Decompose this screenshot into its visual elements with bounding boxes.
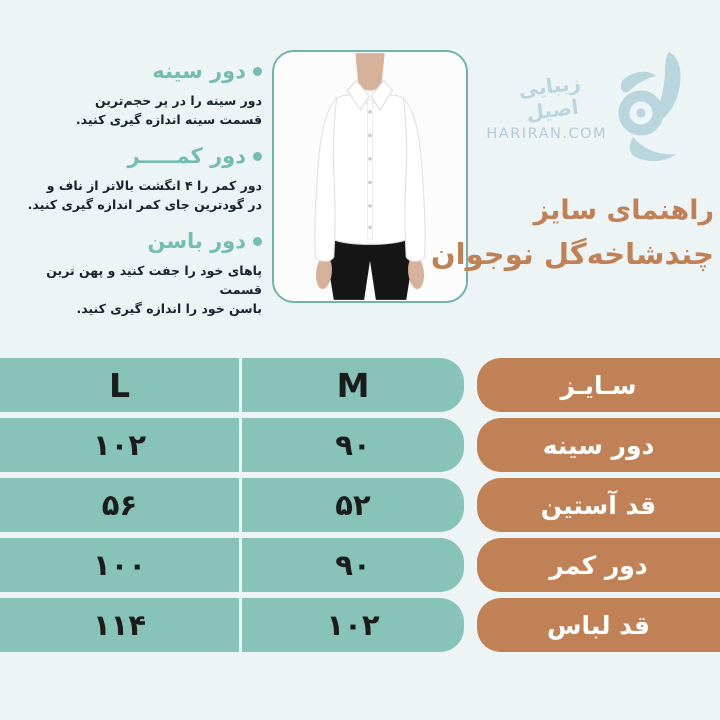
- value-length-l: ۱۱۴: [0, 598, 239, 652]
- logo-script-text: زیبایی اصیل: [517, 70, 582, 126]
- row-label-sleeve: قد آستین: [477, 478, 720, 532]
- measure-body-chest: [10, 91, 262, 129]
- measure-guide-panel: [10, 58, 262, 332]
- measure-heading-text: دور سینه: [152, 59, 246, 83]
- measure-heading-text: دور کمـــــر: [127, 144, 246, 168]
- measure-item-hip: [10, 228, 262, 318]
- measure-body-line: باسن خود را اندازه گیری کنید.: [76, 301, 262, 316]
- measure-item-waist: [10, 143, 262, 214]
- hariran-logo-mark-icon: [603, 50, 695, 162]
- measure-heading-chest: [10, 58, 262, 84]
- table-row-chest: [0, 418, 720, 472]
- measure-heading-hip: [10, 228, 262, 254]
- measure-item-chest: [10, 58, 262, 129]
- table-header-row: [0, 358, 720, 412]
- row-label-waist: دور کمر: [477, 538, 720, 592]
- measure-body-line: پاهای خود را جفت کنید و پهن ترین قسمت: [46, 263, 262, 297]
- header-size-l: L: [0, 358, 239, 412]
- measure-body-line: دور کمر را ۴ انگشت بالاتر از ناف و: [46, 178, 262, 193]
- table-row-waist: [0, 538, 720, 592]
- value-sleeve-m: ۵۲: [242, 478, 464, 532]
- measure-body-line: در گودترین جای کمر اندازه گیری کنید.: [27, 197, 262, 212]
- measure-heading-waist: [10, 143, 262, 169]
- row-label-chest: دور سینه: [477, 418, 720, 472]
- measure-heading-text: دور باسن: [147, 229, 246, 253]
- value-waist-m: ۹۰: [242, 538, 464, 592]
- page-title: [431, 194, 714, 271]
- size-table: [0, 358, 720, 658]
- value-chest-m: ۹۰: [242, 418, 464, 472]
- table-row-sleeve: [0, 478, 720, 532]
- page-title-line1: راهنمای سایز: [533, 195, 714, 226]
- header-size-m: M: [242, 358, 464, 412]
- value-sleeve-l: ۵۶: [0, 478, 239, 532]
- table-row-length: [0, 598, 720, 652]
- value-length-m: ۱۰۲: [242, 598, 464, 652]
- measure-body-hip: [10, 261, 262, 318]
- value-chest-l: ۱۰۲: [0, 418, 239, 472]
- measure-body-line: دور سینه را در پر حجم‌ترین: [94, 93, 262, 108]
- bullet-icon: [253, 67, 262, 76]
- measure-body-line: قسمت سینه اندازه گیری کنید.: [75, 112, 262, 127]
- logo-domain-text: HARIRAN.COM: [486, 126, 607, 142]
- row-label-length: قد لباس: [477, 598, 720, 652]
- bullet-icon: [253, 237, 262, 246]
- header-size-label: سـایـز: [477, 358, 720, 412]
- measure-body-waist: [10, 176, 262, 214]
- bullet-icon: [253, 152, 262, 161]
- value-waist-l: ۱۰۰: [0, 538, 239, 592]
- brand-logo: [486, 48, 705, 173]
- page-title-line2: چندشاخه‌گل نوجوان: [430, 237, 714, 271]
